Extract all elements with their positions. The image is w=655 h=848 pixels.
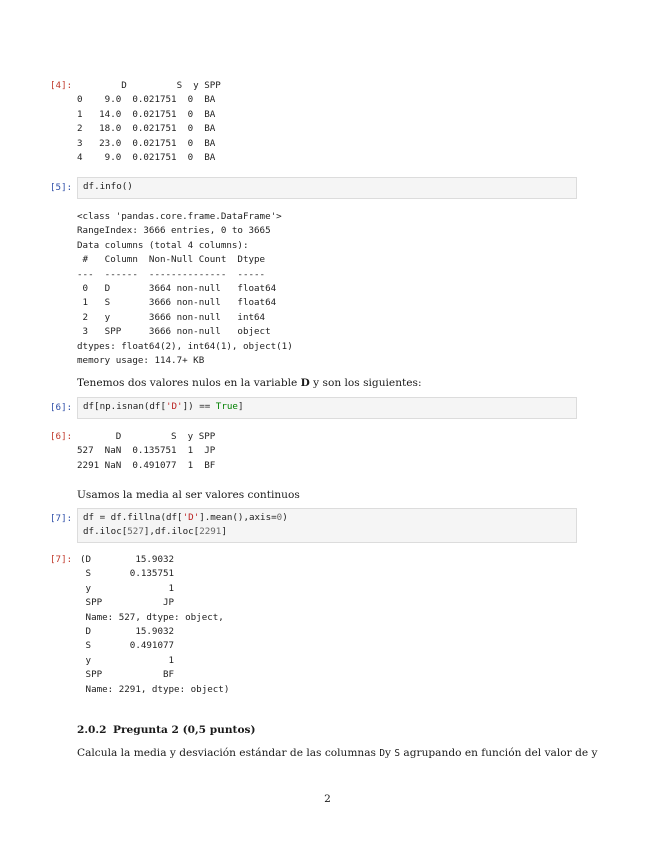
code-inline: D — [379, 748, 386, 759]
output-line: S 0.491077 — [80, 640, 175, 652]
iloc-output — [80, 553, 229, 697]
input-prompt-7: [7]: — [50, 513, 73, 524]
null-rows-output — [77, 430, 215, 473]
output-line: 3 SPP 3666 non-null object — [77, 326, 277, 338]
paragraph-question: Calcula la media y desviación estándar de las columnas Dy S agrupando en función del valor de y — [77, 747, 598, 759]
output-line: SPP JP — [80, 597, 175, 609]
df-info-output — [77, 210, 293, 368]
output-prompt-7: [7]: — [50, 554, 73, 565]
input-prompt-5: [5]: — [50, 182, 73, 193]
code-line[interactable]: df.iloc[527],df.iloc[2291] — [83, 526, 227, 538]
section-number: 2.0.2 — [77, 724, 107, 736]
code-cell-6[interactable] — [77, 397, 577, 419]
output-prompt-6: [6]: — [50, 431, 73, 442]
text: Tenemos dos valores nulos en la variable — [77, 377, 301, 389]
output-line: Data columns (total 4 columns): — [77, 239, 249, 251]
dataframe-header: D S y SPP — [77, 80, 221, 91]
dataframe-row: 0 9.0 0.021751 0 BA — [77, 94, 216, 106]
output-line: memory usage: 114.7+ KB — [77, 355, 205, 367]
code-inline: S — [394, 748, 401, 759]
page-number: 2 — [324, 793, 331, 805]
output-line: y 1 — [80, 582, 175, 594]
output-line: Name: 2291, dtype: object) — [80, 683, 230, 695]
dataframe-row: 2 18.0 0.021751 0 BA — [77, 123, 216, 135]
code-line[interactable]: df.info() — [83, 181, 133, 192]
code-line[interactable]: df = df.fillna(df['D'].mean(),axis=0) — [83, 512, 288, 523]
dataframe-row: 1 14.0 0.021751 0 BA — [77, 108, 216, 120]
section-heading — [77, 724, 255, 736]
output-line: y 1 — [80, 654, 175, 666]
output-line: D 15.9032 — [80, 626, 175, 638]
text: y son los siguientes: — [309, 377, 422, 389]
dataframe-row: 4 9.0 0.021751 0 BA — [77, 152, 216, 164]
dataframe-row: 2291 NaN 0.491077 1 BF — [77, 459, 216, 471]
output-line: # Column Non-Null Count Dtype — [77, 254, 277, 266]
output-line: 0 D 3664 non-null float64 — [77, 283, 277, 295]
output-line: dtypes: float64(2), int64(1), object(1) — [77, 340, 293, 352]
output-line: Name: 527, dtype: object, — [80, 611, 224, 623]
output-line: (D 15.9032 — [80, 554, 175, 565]
bold-variable: D — [300, 377, 310, 389]
output-line: S 0.135751 — [80, 568, 175, 580]
output-line: SPP BF — [80, 669, 175, 681]
input-prompt-6: [6]: — [50, 402, 73, 413]
dataframe-header: D S y SPP — [77, 431, 216, 442]
paragraph-mean-fill: Usamos la media al ser valores continuos — [77, 489, 300, 501]
code-line[interactable]: df[np.isnan(df['D']) == True] — [83, 401, 244, 412]
output-line: 2 y 3666 non-null int64 — [77, 311, 277, 323]
output-line: RangeIndex: 3666 entries, 0 to 3665 — [77, 225, 271, 237]
section-title: Pregunta 2 (0,5 puntos) — [113, 724, 256, 736]
dataframe-head-output — [77, 79, 221, 165]
output-line: <class 'pandas.core.frame.DataFrame'> — [77, 211, 282, 222]
dataframe-row: 3 23.0 0.021751 0 BA — [77, 137, 216, 149]
output-prompt-4: [4]: — [50, 80, 73, 91]
code-cell-7[interactable] — [77, 508, 577, 543]
code-cell-5[interactable] — [77, 177, 577, 199]
paragraph-null-values — [77, 376, 422, 390]
output-line: --- ------ -------------- ----- — [77, 268, 277, 280]
dataframe-row: 527 NaN 0.135751 1 JP — [77, 445, 216, 457]
output-line: 1 S 3666 non-null float64 — [77, 297, 277, 309]
